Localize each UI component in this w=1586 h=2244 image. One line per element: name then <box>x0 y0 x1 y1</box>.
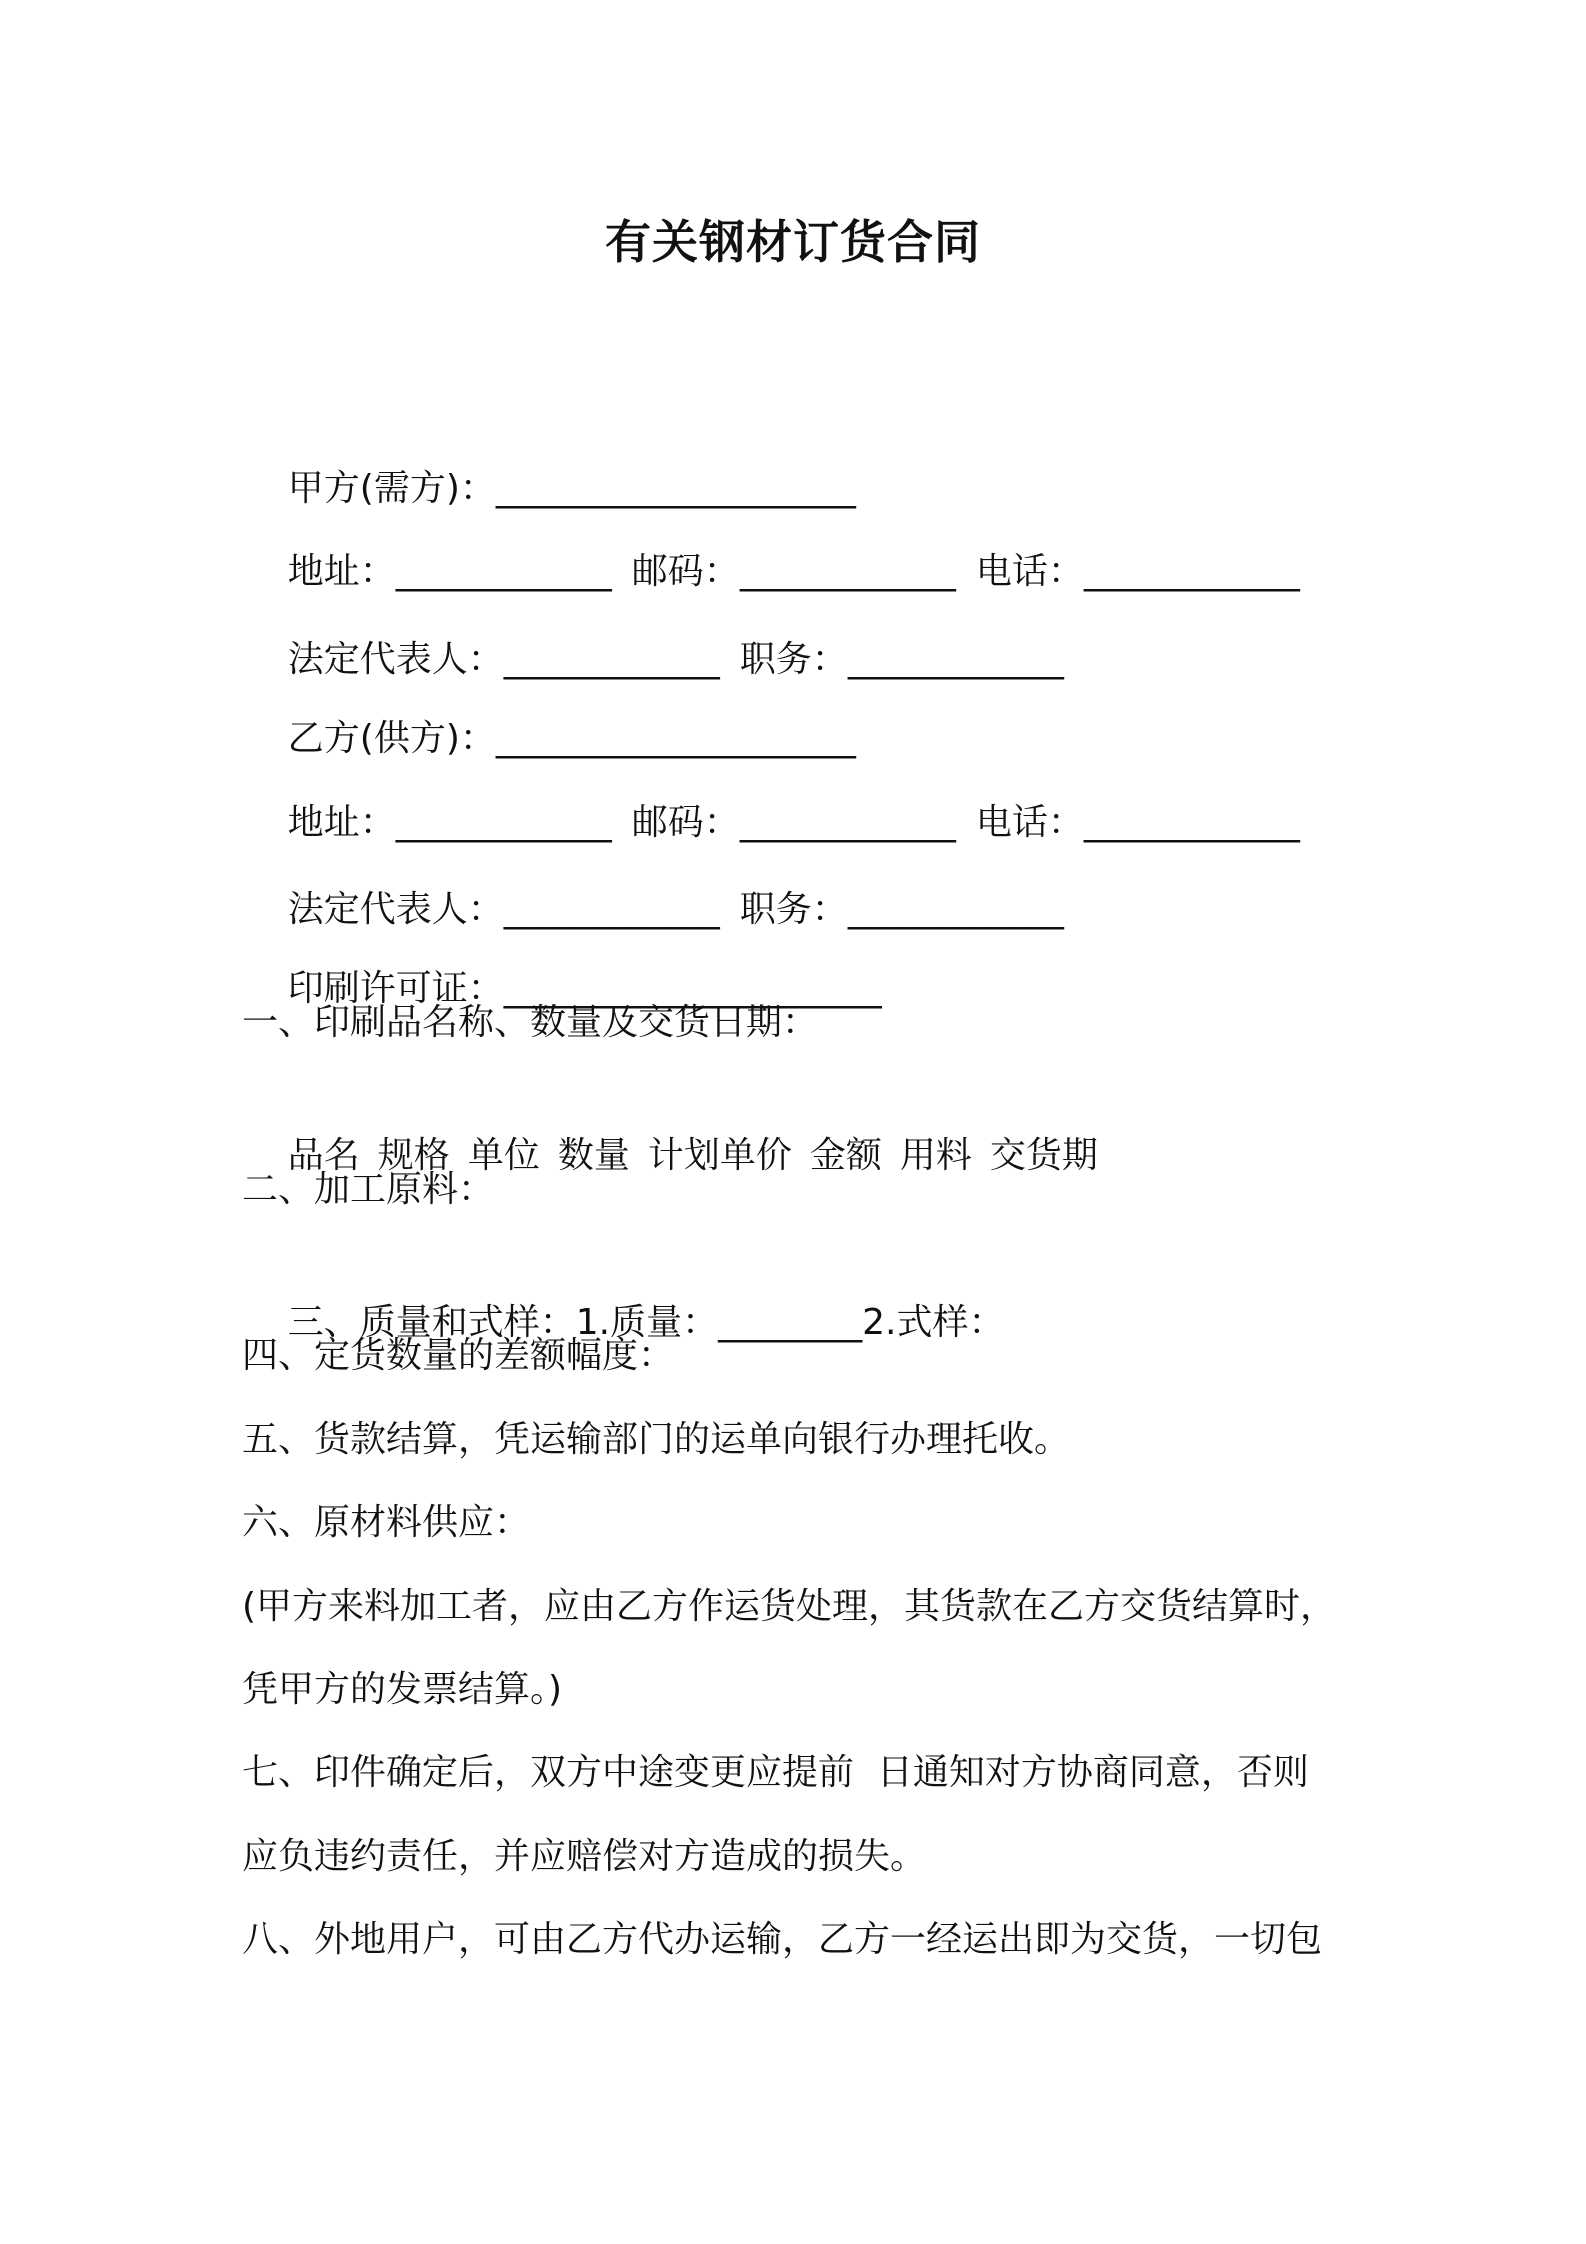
clause-7-line-1: 七、印件确定后，双方中途变更应提前 日通知对方协商同意，否则 <box>242 1752 1309 1793</box>
party-b-position-blank: ____________ <box>847 889 1064 930</box>
party-a-rep-blank: ____________ <box>503 639 720 680</box>
party-b-position-label: 职务： <box>739 889 848 930</box>
party-a-phone-label: 电话： <box>975 551 1084 592</box>
column-label: 计划单价 <box>647 1135 792 1176</box>
clause-7-line-2: 应负违约责任，并应赔偿对方造成的损失。 <box>242 1836 927 1877</box>
clause-2: 二、加工原料： <box>242 1169 495 1210</box>
column-label: 单位 <box>467 1135 540 1176</box>
document-title: 有关钢材订货合同 <box>605 215 981 269</box>
column-label: 数量 <box>557 1135 630 1176</box>
party-b-name-blank: ____________________ <box>495 718 856 759</box>
party-b-rep-label: 法定代表人： <box>287 889 504 930</box>
column-label: 用料 <box>899 1135 972 1176</box>
party-b-address-label: 地址： <box>287 802 396 843</box>
clause-5: 五、货款结算，凭运输部门的运单向银行办理托收。 <box>242 1419 1071 1460</box>
clause-3-suffix: 2.式样： <box>862 1302 1005 1343</box>
print-license-label: 印刷许可证： <box>287 968 504 1009</box>
clause-4: 四、定货数量的差额幅度： <box>242 1335 675 1376</box>
party-b-postcode-label: 邮码： <box>631 802 740 843</box>
party-a-postcode-blank: ____________ <box>739 551 956 592</box>
clause-6-note-line-1: (甲方来料加工者，应由乙方作运货处理，其货款在乙方交货结算时， <box>242 1586 1337 1627</box>
column-label: 品名 <box>287 1135 360 1176</box>
party-b-name-label: 乙方(供方)： <box>287 718 496 759</box>
party-a-phone-blank: ____________ <box>1083 551 1300 592</box>
clause-8-line-1: 八、外地用户，可由乙方代办运输，乙方一经运出即为交货，一切包 <box>242 1919 1323 1960</box>
party-b-phone-label: 电话： <box>975 802 1084 843</box>
party-a-name-label: 甲方(需方)： <box>287 468 496 509</box>
party-b-address-blank: ____________ <box>395 802 612 843</box>
party-a-address-blank: ____________ <box>395 551 612 592</box>
party-a-rep-label: 法定代表人： <box>287 639 504 680</box>
column-label: 金额 <box>809 1135 882 1176</box>
party-b-rep-blank: ____________ <box>503 889 720 930</box>
party-a-name-blank: ____________________ <box>495 468 856 509</box>
party-b-postcode-blank: ____________ <box>739 802 956 843</box>
party-a-postcode-label: 邮码： <box>631 551 740 592</box>
column-label: 规格 <box>377 1135 450 1176</box>
clause-1: 一、印刷品名称、数量及交货日期： <box>242 1002 819 1043</box>
party-a-position-blank: ____________ <box>847 639 1064 680</box>
clause-6-note-line-2: 凭甲方的发票结算。) <box>242 1669 563 1710</box>
clause-6: 六、原材料供应： <box>242 1502 531 1543</box>
party-b-phone-blank: ____________ <box>1083 802 1300 843</box>
clause-3-blank: ________ <box>718 1302 863 1343</box>
column-label: 交货期 <box>989 1135 1098 1176</box>
party-a-position-label: 职务： <box>739 639 848 680</box>
print-license-blank: _____________________ <box>503 968 882 1009</box>
clause-3-prefix: 三、质量和式样：1.质量： <box>287 1302 719 1343</box>
party-a-address-label: 地址： <box>287 551 396 592</box>
